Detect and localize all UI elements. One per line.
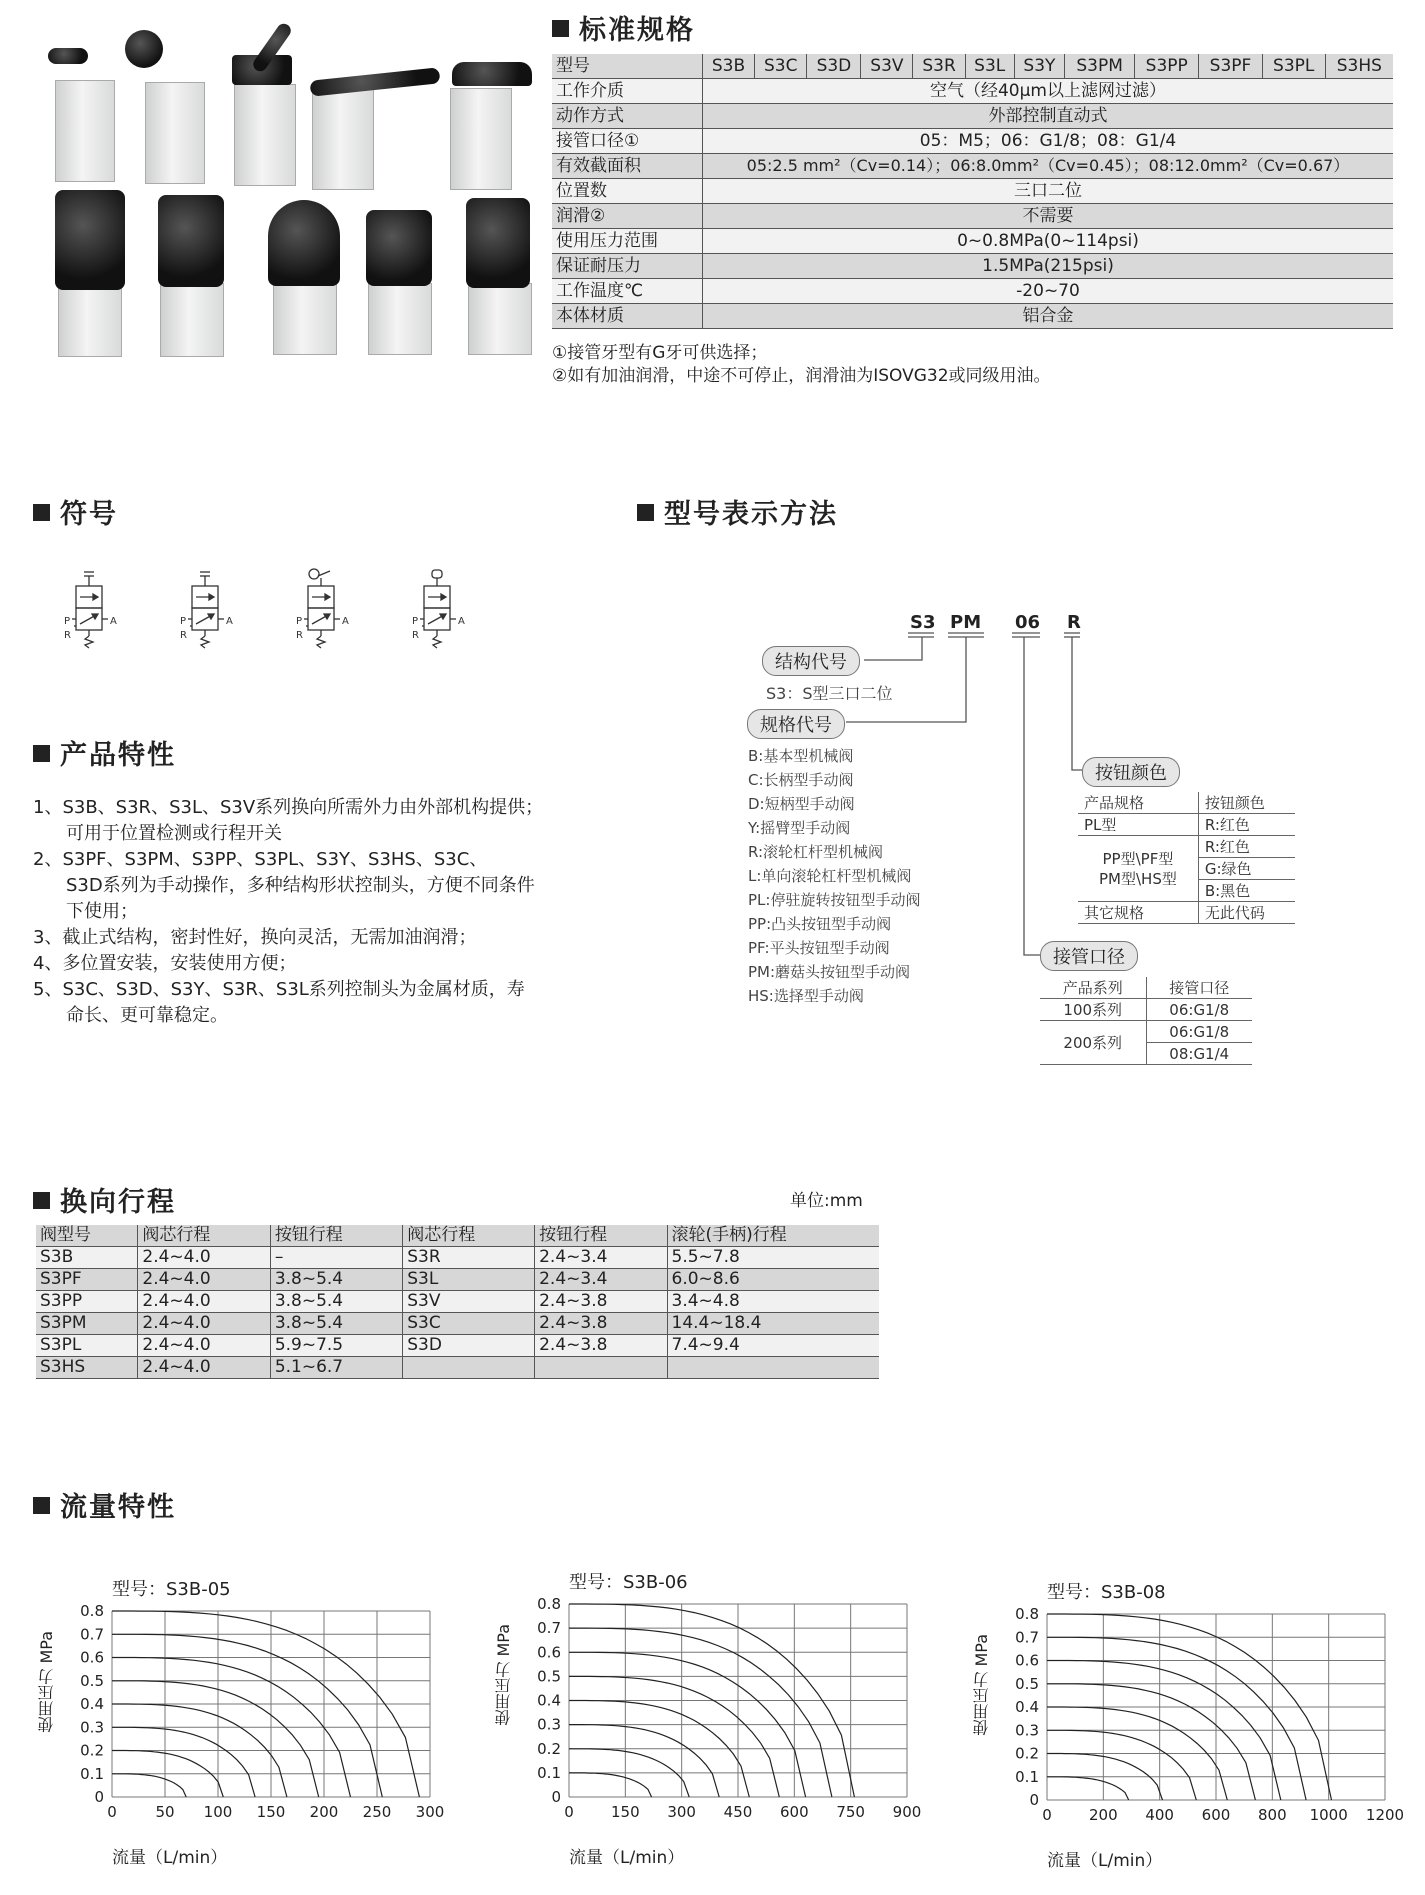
stroke-cell: 2.4~4.0 <box>138 1335 270 1357</box>
port-series-200: 200系列 <box>1040 1021 1146 1065</box>
y-tick-label: 0.6 <box>537 1643 561 1662</box>
color-spec-pl: PL型 <box>1078 814 1198 836</box>
stroke-cell: S3D <box>403 1335 535 1357</box>
chart-plot <box>487 1568 927 1875</box>
stroke-cell: S3C <box>403 1313 535 1335</box>
stroke-cell: 2.4~3.4 <box>535 1247 667 1269</box>
y-tick-label: 0 <box>1029 1791 1039 1809</box>
x-tick-label: 150 <box>611 1803 640 1821</box>
feature-line: 2、S3PF、S3PM、S3PP、S3PL、S3Y、S3HS、S3C、 <box>33 849 488 870</box>
port-label-a: A <box>110 616 117 627</box>
y-tick-label: 0.5 <box>80 1671 104 1690</box>
port-size-200a: 06:G1/8 <box>1146 1021 1252 1043</box>
spec-row-label: 位置数 <box>552 179 703 204</box>
flow-curve <box>569 1676 779 1797</box>
y-tick-label: 0.8 <box>80 1602 104 1620</box>
x-tick-label: 0 <box>564 1803 574 1821</box>
stroke-cell: 3.4~4.8 <box>667 1291 879 1313</box>
stroke-header-cell: 滚轮(手柄)行程 <box>667 1225 879 1247</box>
chart-title: 型号：S3B-08 <box>1047 1582 1166 1603</box>
color-row-pl <box>1078 814 1295 836</box>
x-tick-label: 400 <box>1145 1806 1174 1824</box>
flow-chart-s3b-05 <box>30 1575 450 1875</box>
stroke-cell: 7.4~9.4 <box>667 1335 879 1357</box>
spec-note: ②如有加油润滑，中途不可停止，润滑油为ISOVG32或同级用油。 <box>552 366 1051 386</box>
chart-y-label: 使用压力 MPa <box>972 1634 991 1736</box>
port-series-100: 100系列 <box>1040 999 1146 1021</box>
x-tick-label: 450 <box>723 1803 753 1821</box>
code-r: R <box>1067 612 1081 633</box>
stroke-row <box>36 1269 879 1291</box>
spec-model-s3pl: S3PL <box>1262 54 1325 79</box>
spec-code-item: C:长柄型手动阀 <box>748 771 854 789</box>
y-tick-label: 0.1 <box>537 1763 561 1782</box>
spec-model-s3hs: S3HS <box>1325 54 1393 79</box>
spec-row-value: 三口二位 <box>703 179 1394 204</box>
flow-curve <box>1047 1777 1129 1800</box>
color-row-pp <box>1078 836 1295 858</box>
flow-curve <box>1047 1637 1306 1800</box>
x-tick-label: 0 <box>1042 1806 1052 1824</box>
spec-code-item: HS:选择型手动阀 <box>748 987 864 1005</box>
x-tick-label: 200 <box>1089 1806 1118 1824</box>
spec-row-label: 有效截面积 <box>552 154 703 179</box>
flow-curve <box>569 1628 832 1797</box>
port-label-a: A <box>458 616 465 627</box>
y-tick-label: 0.6 <box>1015 1651 1039 1670</box>
stroke-row <box>36 1335 879 1357</box>
stroke-table <box>36 1225 879 1379</box>
color-value-r: R:红色 <box>1198 836 1295 858</box>
color-spec-other: 其它规格 <box>1078 902 1198 924</box>
stroke-cell: 2.4~4.0 <box>138 1357 270 1379</box>
stroke-header-cell: 按钮行程 <box>535 1225 667 1247</box>
port-head-series: 产品系列 <box>1040 977 1146 999</box>
port-table-head <box>1040 977 1252 999</box>
stroke-section-title: 换向行程 <box>33 1180 176 1219</box>
square-bullet-icon <box>33 1497 50 1514</box>
stroke-header-cell: 阀芯行程 <box>403 1225 535 1247</box>
x-tick-label: 150 <box>256 1803 286 1821</box>
stroke-header-cell: 阀芯行程 <box>138 1225 270 1247</box>
code-06: 06 <box>1015 612 1041 633</box>
stroke-cell: 6.0~8.6 <box>667 1269 879 1291</box>
port-row-100 <box>1040 999 1252 1021</box>
y-tick-label: 0.5 <box>1015 1674 1039 1693</box>
spec-row-label: 本体材质 <box>552 304 703 329</box>
x-tick-label: 800 <box>1258 1806 1287 1824</box>
flow-curve <box>112 1774 186 1797</box>
port-label-p: P <box>296 616 303 627</box>
spec-model-s3b: S3B <box>703 54 755 79</box>
stroke-cell: 3.8~5.4 <box>270 1269 402 1291</box>
spec-note: ①接管牙型有G牙可供选择； <box>552 343 768 363</box>
stroke-cell: 2.4~3.8 <box>535 1291 667 1313</box>
flow-chart-s3b-08 <box>965 1578 1405 1878</box>
spec-row-label: 接管口径① <box>552 129 703 154</box>
x-tick-label: 300 <box>415 1803 445 1821</box>
stroke-cell: 3.8~5.4 <box>270 1291 402 1313</box>
spec-section-title: 标准规格 <box>552 8 695 47</box>
spec-model-s3l: S3L <box>965 54 1014 79</box>
spec-code-label: 规格代号 <box>747 709 845 739</box>
color-head-spec: 产品规格 <box>1078 792 1198 814</box>
feature-line: S3D系列为手动操作，多种结构形状控制头，方便不同条件 <box>66 875 535 896</box>
y-tick-label: 0.4 <box>537 1691 561 1710</box>
spec-row-value: 05：M5；06：G1/8；08：G1/4 <box>703 129 1394 154</box>
x-tick-label: 0 <box>107 1803 117 1821</box>
spec-row-value: 0~0.8MPa(0~114psi) <box>703 229 1394 254</box>
chart-x-label: 流量（L/min） <box>569 1848 685 1868</box>
port-size-label: 接管口径 <box>1040 941 1138 971</box>
y-tick-label: 0.2 <box>537 1739 561 1758</box>
port-label-r: R <box>64 630 71 641</box>
spec-model-s3y: S3Y <box>1014 54 1064 79</box>
spec-row-label: 动作方式 <box>552 104 703 129</box>
spec-model-s3pp: S3PP <box>1135 54 1199 79</box>
spec-header-label: 型号 <box>552 54 703 79</box>
port-size-200b: 08:G1/4 <box>1146 1043 1252 1065</box>
spec-code-item: R:滚轮杠杆型机械阀 <box>748 843 884 861</box>
chart-y-label: 使用压力 MPa <box>37 1631 56 1733</box>
spec-row-label: 润滑② <box>552 204 703 229</box>
stroke-cell: S3HS <box>36 1357 138 1379</box>
port-label-p: P <box>64 616 71 627</box>
structure-code-desc: S3：S型三口二位 <box>766 684 893 703</box>
spec-row-value: 铝合金 <box>703 304 1394 329</box>
spec-model-s3pf: S3PF <box>1199 54 1262 79</box>
stroke-row <box>36 1247 879 1269</box>
stroke-row <box>36 1357 879 1379</box>
port-label-r: R <box>296 630 303 641</box>
stroke-row <box>36 1313 879 1335</box>
stroke-row <box>36 1291 879 1313</box>
port-label-a: A <box>342 616 349 627</box>
stroke-cell: S3V <box>403 1291 535 1313</box>
stroke-cell: 3.8~5.4 <box>270 1313 402 1335</box>
color-table-head <box>1078 792 1295 814</box>
chart-x-label: 流量（L/min） <box>1047 1851 1163 1871</box>
spec-code-item: D:短柄型手动阀 <box>748 795 855 813</box>
y-tick-label: 0.2 <box>1015 1744 1039 1763</box>
y-tick-label: 0.6 <box>80 1648 104 1667</box>
spec-row-label: 工作温度℃ <box>552 279 703 304</box>
chart-plot <box>30 1575 450 1875</box>
stroke-cell: 2.4~4.0 <box>138 1313 270 1335</box>
stroke-cell: S3L <box>403 1269 535 1291</box>
spec-model-s3r: S3R <box>913 54 965 79</box>
stroke-cell <box>403 1357 535 1379</box>
stroke-cell: 2.4~4.0 <box>138 1269 270 1291</box>
stroke-cell <box>667 1357 879 1379</box>
port-row-200 <box>1040 1021 1252 1043</box>
y-tick-label: 0.7 <box>1015 1628 1039 1647</box>
port-label-p: P <box>412 616 419 627</box>
x-tick-label: 600 <box>780 1803 809 1821</box>
stroke-cell: 2.4~3.8 <box>535 1335 667 1357</box>
flow-curve <box>569 1773 652 1797</box>
stroke-cell: S3PP <box>36 1291 138 1313</box>
stroke-cell: 2.4~4.0 <box>138 1291 270 1313</box>
x-tick-label: 200 <box>309 1803 339 1821</box>
spec-code-list <box>748 744 920 1008</box>
port-label-a: A <box>226 616 233 627</box>
flow-chart-s3b-06 <box>487 1568 927 1875</box>
color-value-g: G:绿色 <box>1198 858 1295 880</box>
feature-line: 1、S3B、S3R、S3L、S3V系列换向所需外力由外部机构提供； <box>33 797 544 818</box>
x-tick-label: 250 <box>362 1803 392 1821</box>
code-s3: S3 <box>910 612 936 633</box>
x-tick-label: 600 <box>1201 1806 1231 1824</box>
x-tick-label: 750 <box>836 1803 865 1821</box>
port-label-p: P <box>180 616 187 627</box>
spec-code-item: PM:蘑菇头按钮型手动阀 <box>748 963 911 981</box>
spec-row-value: 不需要 <box>703 204 1394 229</box>
spec-code-item: B:基本型机械阀 <box>748 747 854 765</box>
y-tick-label: 0.8 <box>537 1595 561 1613</box>
feature-line: 可用于位置检测或行程开关 <box>66 823 282 844</box>
y-tick-label: 0.3 <box>537 1715 561 1734</box>
flow-section-title: 流量特性 <box>33 1485 176 1524</box>
y-tick-label: 0.1 <box>1015 1767 1039 1786</box>
feature-line: 3、截止式结构，密封性好，换向灵活，无需加油润滑； <box>33 927 477 948</box>
spec-model-s3pm: S3PM <box>1065 54 1135 79</box>
y-tick-label: 0.7 <box>537 1619 561 1638</box>
stroke-cell: S3B <box>36 1247 138 1269</box>
feature-line: 命长、更可靠稳定。 <box>66 1005 228 1026</box>
spec-row-label: 使用压力范围 <box>552 229 703 254</box>
stroke-cell: S3PM <box>36 1313 138 1335</box>
spec-code-item: L:单向滚轮杠杆型机械阀 <box>748 867 912 885</box>
stroke-cell: 2.4~3.8 <box>535 1313 667 1335</box>
spec-row-value: 外部控制直动式 <box>703 104 1394 129</box>
stroke-header-cell: 按钮行程 <box>270 1225 402 1247</box>
y-tick-label: 0.7 <box>80 1625 104 1644</box>
model-section-title: 型号表示方法 <box>637 492 838 531</box>
stroke-cell: S3PF <box>36 1269 138 1291</box>
feature-line: 4、多位置安装，安装使用方便； <box>33 953 297 974</box>
spec-model-s3c: S3C <box>755 54 807 79</box>
stroke-cell: 5.5~7.8 <box>667 1247 879 1269</box>
chart-title: 型号：S3B-05 <box>112 1579 231 1600</box>
spec-code-item: PP:凸头按钮型手动阀 <box>748 915 892 933</box>
y-tick-label: 0.2 <box>80 1741 104 1760</box>
chart-y-label: 使用压力 MPa <box>494 1624 513 1726</box>
chart-plot <box>965 1578 1405 1878</box>
y-tick-label: 0.4 <box>80 1695 104 1713</box>
spec-code-item: PL:停驻旋转按钮型手动阀 <box>748 891 921 909</box>
x-tick-label: 100 <box>203 1803 233 1821</box>
feature-list <box>33 795 653 1029</box>
stroke-cell: S3R <box>403 1247 535 1269</box>
stroke-cell: S3PL <box>36 1335 138 1357</box>
color-row-other <box>1078 902 1295 924</box>
x-tick-label: 1200 <box>1365 1806 1405 1824</box>
button-color-label: 按钮颜色 <box>1082 757 1180 787</box>
stroke-cell: 5.9~7.5 <box>270 1335 402 1357</box>
x-tick-label: 300 <box>667 1803 696 1821</box>
color-value-b: B:黑色 <box>1198 880 1295 902</box>
spec-row-value: -20~70 <box>703 279 1394 304</box>
spec-row-label: 保证耐压力 <box>552 254 703 279</box>
x-tick-label: 900 <box>892 1803 922 1821</box>
y-tick-label: 0.1 <box>80 1764 104 1783</box>
stroke-cell: 2.4~3.4 <box>535 1269 667 1291</box>
stroke-cell <box>535 1357 667 1379</box>
color-value-pl: R:红色 <box>1198 814 1295 836</box>
y-tick-label: 0 <box>94 1788 104 1806</box>
stroke-cell: 5.1~6.7 <box>270 1357 402 1379</box>
flow-curve <box>112 1727 255 1797</box>
feature-line: 下使用； <box>66 901 138 922</box>
stroke-header-row <box>36 1225 879 1247</box>
feature-line: 5、S3C、S3D、S3Y、S3R、S3L系列控制头为金属材质，寿 <box>33 979 525 1000</box>
color-head-color: 按钮颜色 <box>1198 792 1295 814</box>
port-label-r: R <box>412 630 419 641</box>
spec-code-item: Y:摇臂型手动阀 <box>748 819 851 837</box>
stroke-cell: 14.4~18.4 <box>667 1313 879 1335</box>
square-bullet-icon <box>33 745 50 762</box>
spec-row-value: 1.5MPa(215psi) <box>703 254 1394 279</box>
feature-section-title: 产品特性 <box>33 733 176 772</box>
structure-code-label: 结构代号 <box>762 646 860 676</box>
square-bullet-icon <box>33 1192 50 1209</box>
spec-code-item: PF:平头按钮型手动阀 <box>748 939 890 957</box>
y-tick-label: 0.3 <box>80 1718 104 1737</box>
chart-title: 型号：S3B-06 <box>569 1572 688 1593</box>
flow-curve <box>1047 1684 1255 1800</box>
y-tick-label: 0 <box>551 1788 561 1806</box>
spec-row-label: 工作介质 <box>552 79 703 104</box>
port-head-size: 接管口径 <box>1146 977 1252 999</box>
stroke-unit: 单位:mm <box>790 1191 863 1211</box>
port-label-r: R <box>180 630 187 641</box>
spec-model-s3d: S3D <box>807 54 861 79</box>
spec-model-s3v: S3V <box>861 54 913 79</box>
spec-row-value: 空气（经40μm以上滤网过滤） <box>703 79 1394 104</box>
spec-row-value: 05:2.5 mm²（Cv=0.14）；06:8.0mm²（Cv=0.45）；08:12.0mm²（Cv=0.67） <box>703 154 1394 179</box>
button-color-table <box>1078 792 1295 924</box>
y-tick-label: 0.8 <box>1015 1605 1039 1623</box>
port-size-100: 06:G1/8 <box>1146 999 1252 1021</box>
x-tick-label: 50 <box>155 1803 175 1821</box>
symbol-section-title: 符号 <box>33 492 118 531</box>
color-spec-pp: PP型\PF型 PM型\HS型 <box>1078 836 1198 902</box>
color-value-other: 无此代码 <box>1198 902 1295 924</box>
stroke-cell: 2.4~4.0 <box>138 1247 270 1269</box>
x-tick-label: 1000 <box>1309 1806 1348 1824</box>
code-pm: PM <box>950 612 982 633</box>
flow-curve <box>112 1681 319 1797</box>
port-size-table <box>1040 977 1252 1065</box>
y-tick-label: 0.3 <box>1015 1721 1039 1740</box>
y-tick-label: 0.5 <box>537 1667 561 1686</box>
stroke-header-cell: 阀型号 <box>36 1225 138 1247</box>
chart-x-label: 流量（L/min） <box>112 1848 228 1868</box>
y-tick-label: 0.4 <box>1015 1698 1039 1716</box>
stroke-cell: – <box>270 1247 402 1269</box>
